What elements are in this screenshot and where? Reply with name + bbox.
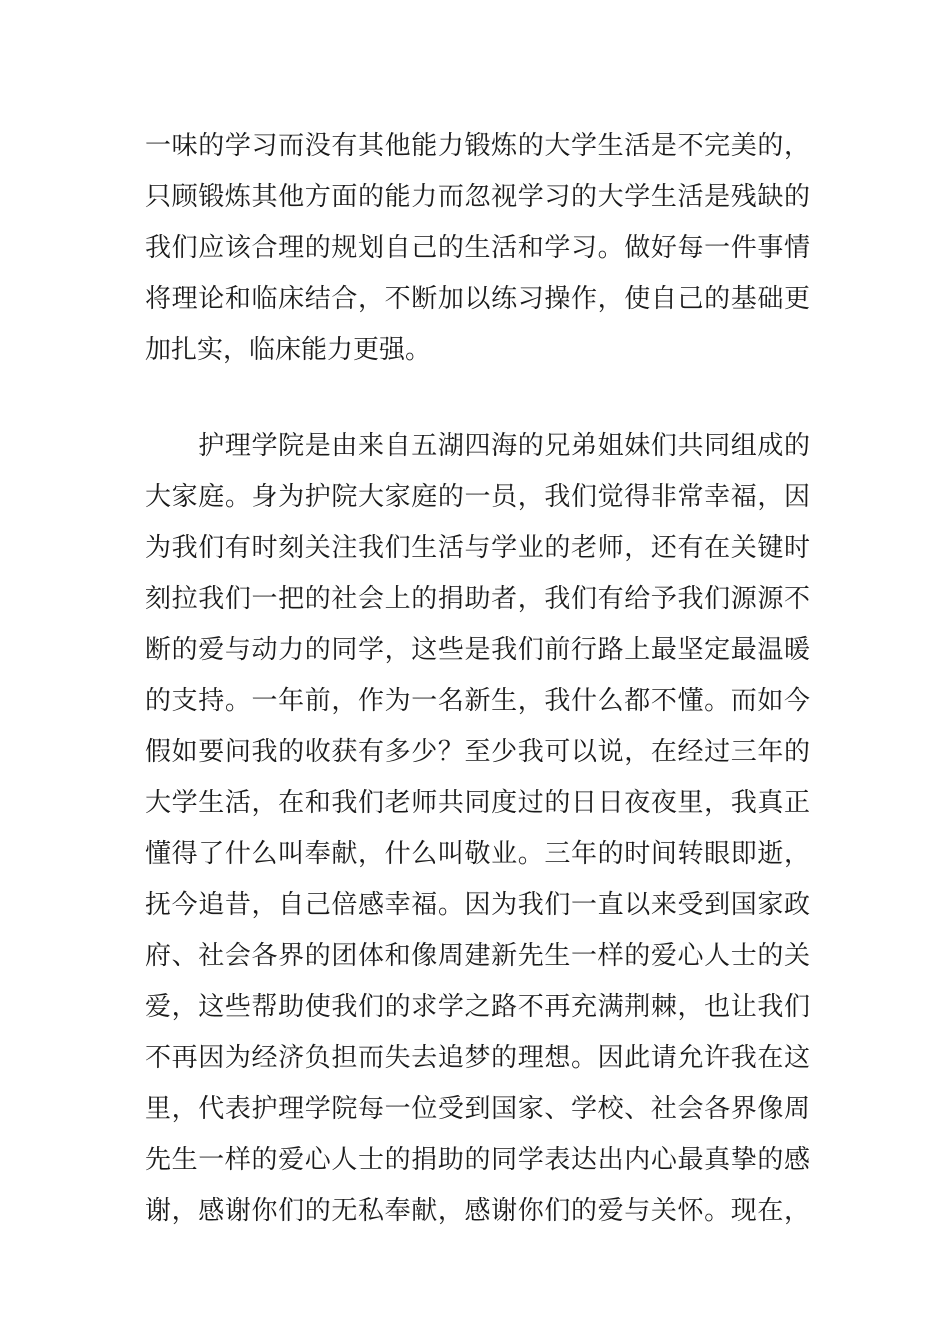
text-line: 先生一样的爱心人士的捐助的同学表达出内心最真挚的感: [145, 1145, 810, 1175]
text-line: 大学生活，在和我们老师共同度过的日日夜夜里，我真正: [145, 788, 810, 818]
text-line: 我们应该合理的规划自己的生活和学习。做好每一件事情: [145, 233, 810, 263]
text-line: 懂得了什么叫奉献，什么叫敬业。三年的时间转眼即逝，: [145, 839, 810, 869]
text-line: 一味的学习而没有其他能力锻炼的大学生活是不完美的，: [145, 131, 810, 161]
text-line: 断的爱与动力的同学，这些是我们前行路上最坚定最温暖: [145, 635, 810, 665]
text-line: 加扎实，临床能力更强。: [145, 335, 432, 365]
paragraph-1: [145, 121, 810, 376]
text-line: 抚今追昔，自己倍感幸福。因为我们一直以来受到国家政: [145, 890, 810, 920]
text-line: 将理论和临床结合，不断加以练习操作，使自己的基础更: [145, 284, 810, 314]
text-line: 谢，感谢你们的无私奉献，感谢你们的爱与关怀。现在，: [145, 1196, 810, 1226]
text-line: 只顾锻炼其他方面的能力而忽视学习的大学生活是残缺的: [145, 182, 810, 212]
text-line: 里，代表护理学院每一位受到国家、学校、社会各界像周: [145, 1094, 810, 1124]
text-line: 的支持。一年前，作为一名新生，我什么都不懂。而如今: [145, 686, 810, 716]
text-line: 府、社会各界的团体和像周建新先生一样的爱心人士的关: [145, 941, 810, 971]
text-line: 大家庭。身为护院大家庭的一员，我们觉得非常幸福，因: [145, 482, 810, 512]
text-line: 护理学院是由来自五湖四海的兄弟姐妹们共同组成的: [145, 431, 810, 461]
text-line: 不再因为经济负担而失去追梦的理想。因此请允许我在这: [145, 1043, 810, 1073]
text-line: 刻拉我们一把的社会上的捐助者，我们有给予我们源源不: [145, 584, 810, 614]
text-line: 为我们有时刻关注我们生活与学业的老师，还有在关键时: [145, 533, 810, 563]
text-line: 爱，这些帮助使我们的求学之路不再充满荆棘，也让我们: [145, 992, 810, 1022]
text-line: 假如要问我的收获有多少？至少我可以说，在经过三年的: [145, 737, 810, 767]
paragraph-2: [145, 421, 810, 1237]
